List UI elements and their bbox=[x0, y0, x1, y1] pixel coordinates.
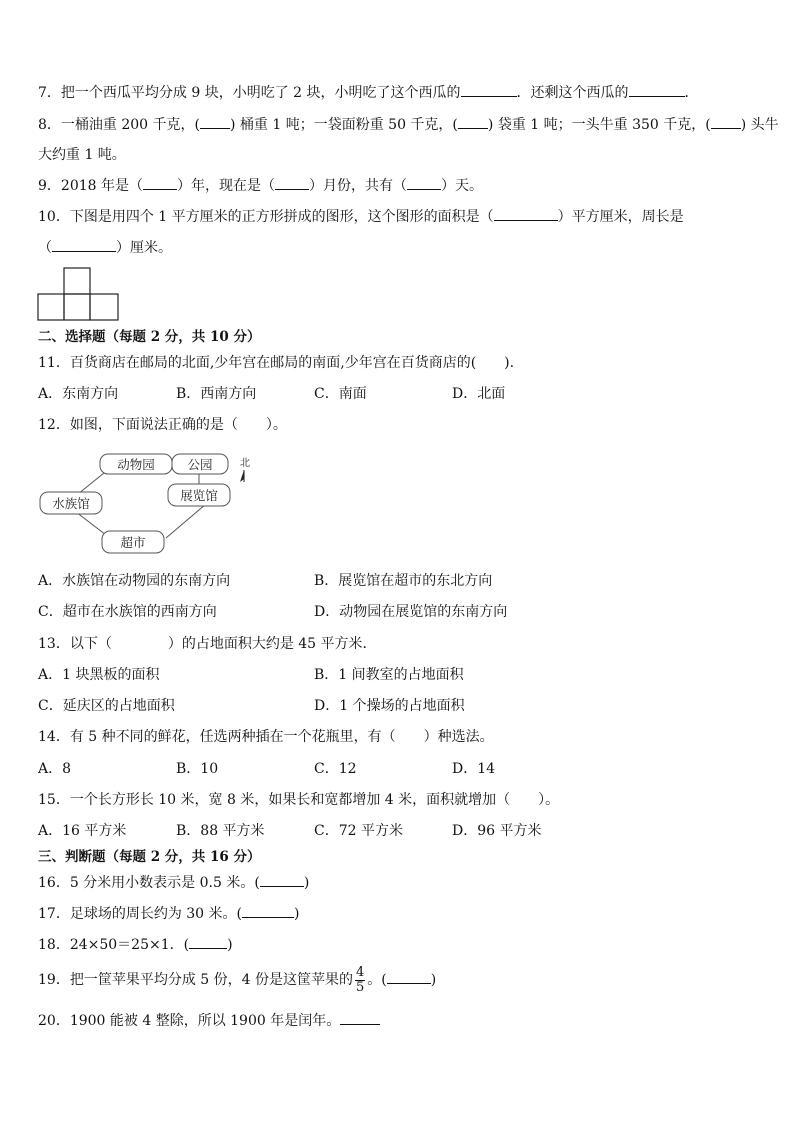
question-7: 7．把一个西瓜平均分成 9 块，小明吃了 2 块，小明吃了这个西瓜的 ．还剩这个西瓜的 ． bbox=[38, 85, 699, 101]
q11-option-b[interactable]: B．西南方向 bbox=[176, 386, 257, 402]
question-13-stem: 13．以下（ ）的占地面积大约是 45 平方米． bbox=[38, 636, 377, 652]
path-zoo-aquarium bbox=[78, 473, 104, 494]
q11-option-c[interactable]: C．南面 bbox=[314, 386, 367, 402]
question-17: 17．足球场的周长约为 30 米。( ) bbox=[38, 906, 300, 922]
answer-blank[interactable] bbox=[260, 874, 304, 887]
q13-option-d[interactable]: D．1 个操场的占地面积 bbox=[314, 698, 465, 714]
answer-blank[interactable] bbox=[387, 971, 431, 984]
question-9: 9．2018 年是（ ）年，现在是（ ）月份，共有（ ）天。 bbox=[38, 178, 483, 194]
q13-option-c[interactable]: C．延庆区的占地面积 bbox=[38, 698, 175, 714]
answer-blank[interactable] bbox=[242, 905, 294, 918]
north-label: 北 bbox=[240, 458, 250, 469]
answer-blank[interactable] bbox=[494, 208, 558, 221]
q12-option-b[interactable]: B．展览馆在超市的东北方向 bbox=[314, 573, 493, 589]
location-map bbox=[30, 448, 270, 558]
question-11-stem: 11．百货商店在邮局的北面,少年宫在邮局的南面,少年宫在百货商店的( ). bbox=[38, 355, 515, 371]
square-3 bbox=[90, 294, 118, 320]
q14-option-b[interactable]: B．10 bbox=[176, 761, 219, 777]
question-16: 16．5 分米用小数表示是 0.5 米。( ) bbox=[38, 875, 310, 891]
question-10: 10．下图是用四个 1 平方厘米的正方形拼成的图形，这个图形的面积是（ ）平方厘米，周长是 bbox=[38, 209, 684, 225]
map-label-aquarium: 水族馆 bbox=[52, 496, 90, 511]
answer-blank[interactable] bbox=[711, 116, 741, 129]
answer-blank[interactable] bbox=[52, 239, 116, 252]
square-2 bbox=[64, 294, 90, 320]
q14-option-c[interactable]: C．12 bbox=[314, 761, 357, 777]
question-8-line2: 大约重 1 吨。 bbox=[38, 147, 126, 163]
question-8: 8．一桶油重 200 千克，( ) 桶重 1 吨；一袋面粉重 50 千克，( ) 袋重 1 吨；一头牛重 350 千克，( ) 头牛 bbox=[38, 117, 779, 133]
squares-figure bbox=[37, 266, 121, 322]
question-14-stem: 14．有 5 种不同的鲜花，任选两种插在一个花瓶里，有（ ）种选法。 bbox=[38, 729, 494, 745]
answer-blank[interactable] bbox=[143, 177, 177, 190]
question-15-stem: 15．一个长方形长 10 米，宽 8 米，如果长和宽都增加 4 米，面积就增加（ ）。 bbox=[38, 792, 560, 808]
q14-option-d[interactable]: D．14 bbox=[452, 761, 496, 777]
q11-option-d[interactable]: D．北面 bbox=[452, 386, 506, 402]
question-12-stem: 12．如图，下面说法正确的是（ ）。 bbox=[38, 417, 287, 433]
fraction: $\frac{4}{5}$ bbox=[355, 964, 365, 995]
answer-blank[interactable] bbox=[189, 936, 227, 949]
path-aquarium-supermarket bbox=[76, 512, 106, 535]
q12-option-d[interactable]: D．动物园在展览馆的东南方向 bbox=[314, 604, 508, 620]
answer-blank[interactable] bbox=[340, 1012, 380, 1025]
square-1 bbox=[38, 294, 64, 320]
question-20: 20．1900 能被 4 整除，所以 1900 年是闰年。 bbox=[38, 1012, 380, 1030]
answer-blank[interactable] bbox=[458, 116, 488, 129]
question-19: 19．把一筐苹果平均分成 5 份，4 份是这筐苹果的 $\frac{4}{5}$ 。( ) bbox=[38, 964, 437, 995]
map-label-park: 公园 bbox=[187, 457, 213, 472]
answer-blank[interactable] bbox=[629, 84, 685, 97]
q15-option-b[interactable]: B．88 平方米 bbox=[176, 823, 265, 839]
section-2-title: 二、选择题（每题 2 分，共 10 分） bbox=[38, 329, 261, 345]
q14-option-a[interactable]: A．8 bbox=[38, 761, 72, 777]
q12-option-a[interactable]: A．水族馆在动物园的东南方向 bbox=[38, 573, 231, 589]
answer-blank[interactable] bbox=[275, 177, 309, 190]
map-label-supermarket: 超市 bbox=[120, 535, 146, 550]
north-arrow-icon bbox=[240, 470, 244, 482]
question-18: 18．24×50＝25×1．( ) bbox=[38, 937, 233, 953]
q12-option-c[interactable]: C．超市在水族馆的西南方向 bbox=[38, 604, 217, 620]
map-label-zoo: 动物园 bbox=[117, 457, 155, 472]
q11-option-a[interactable]: A．东南方向 bbox=[38, 386, 119, 402]
answer-blank[interactable] bbox=[200, 116, 230, 129]
answer-blank[interactable] bbox=[461, 84, 517, 97]
square-top bbox=[64, 268, 90, 294]
q15-option-a[interactable]: A．16 平方米 bbox=[38, 823, 127, 839]
path-supermarket-exhibition bbox=[166, 504, 206, 538]
section-3-title: 三、判断题（每题 2 分，共 16 分） bbox=[38, 849, 261, 865]
q15-option-d[interactable]: D．96 平方米 bbox=[452, 823, 542, 839]
question-10-line2: （ ）厘米。 bbox=[38, 240, 172, 256]
map-label-exhibition: 展览馆 bbox=[180, 488, 218, 503]
q15-option-c[interactable]: C．72 平方米 bbox=[314, 823, 403, 839]
q13-option-b[interactable]: B．1 间教室的占地面积 bbox=[314, 667, 464, 683]
q13-option-a[interactable]: A．1 块黑板的面积 bbox=[38, 667, 160, 683]
answer-blank[interactable] bbox=[407, 177, 441, 190]
